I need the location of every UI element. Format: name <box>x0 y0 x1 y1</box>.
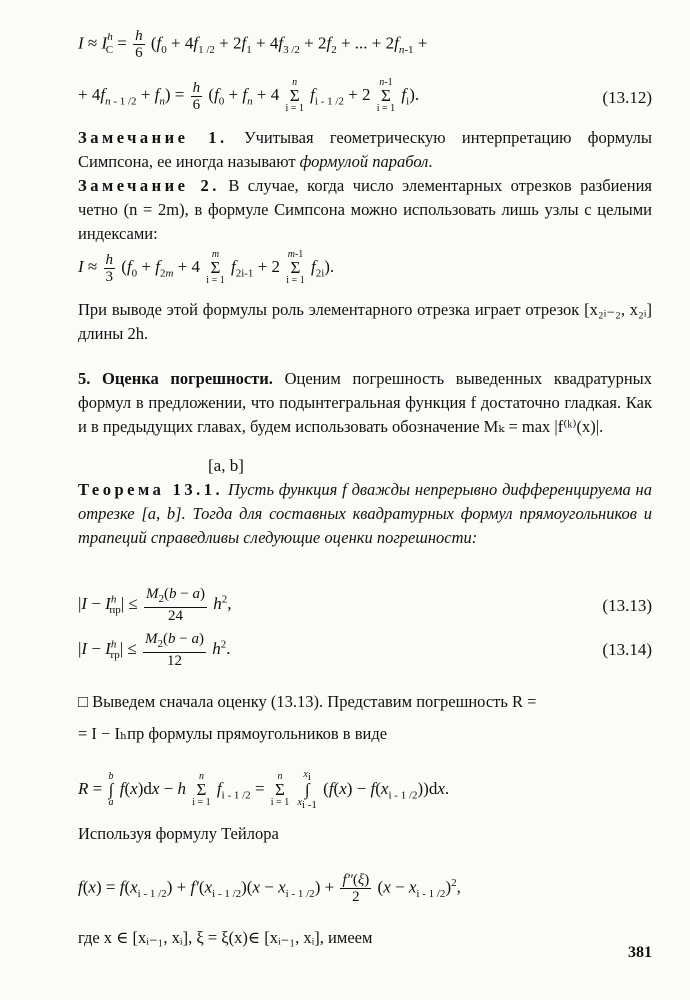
remark-1: Замечание 1. Учитывая геометрическую интерпретацию формулы Симпсона, ее иногда называют формулой парабол. <box>78 128 652 171</box>
theorem-13-1 <box>78 478 652 550</box>
equation-simpson-even: I ≈ $\frac{h}{3}$ ($f_0 + f_{2m} + 4$ m Σ i = 1 $f_{2i-1} + 2$ m-1 Σ i = 1 $f_{2i}$). <box>78 249 335 286</box>
remark-1-label: Замечание 1. <box>78 128 228 147</box>
equation-13-12-line-1: $I \approx I^h_C$ = $\frac{h}{6}$ ($f_0 + 4f_{1 /2} + 2f_1 + 4f_{3 /2} + 2f_2$ + ... + $2f_{n-1}$ + <box>78 28 428 61</box>
remark-1-body: Учитывая геометрическую интерпретацию формулы Симпсона, ее иногда называют <box>78 128 652 171</box>
section-5-title: 5. Оценка погрешности. <box>78 369 273 388</box>
equation-13-13: $|I - I^h_{пр}|$ ≤ $\frac{M_2(b - a)}{24}$ $h^2$, <box>78 586 232 624</box>
where-line: где x ∈ [xᵢ₋₁, xᵢ], ξ = ξ(x)∈ [xᵢ₋₁, xᵢ], имеем <box>78 928 373 947</box>
section-5-paragraph <box>78 367 652 439</box>
proof-line-2: = I − Iₕпр формулы прямоугольников в виде <box>78 724 388 743</box>
proof-line-1: □ Выведем сначала оценку (13.13). Представим погрешность R = <box>78 692 537 711</box>
remark-2-body: В случае, когда число элементарных отрезков разбиения четно (n = 2m), в формуле Симпсона можно использовать лишь узлы с целыми индексами: <box>78 176 652 243</box>
after-simpson-paragraph: При выводе этой формулы роль элементарного отрезка играет отрезок [x₂ᵢ₋₂, x₂ᵢ] длины 2h. <box>78 300 652 343</box>
equation-number-13-12: (13.12) <box>602 88 652 107</box>
page-number: 381 <box>628 944 652 961</box>
theorem-label: Теорема 13.1. <box>78 480 224 499</box>
equation-taylor: $f(x) = f(x_{i - 1 /2}) + f'(x_{i - 1 /2})(x - x_{i - 1 /2})$ + $\frac{f''(\xi)}{2}$ $(x - x_{i - 1 /2})^2$, <box>78 872 461 905</box>
equation-remainder-R: R = b ∫ a f(x)dx − h n Σ i = 1 $f_{i - 1 /2} = n$ Σ i = 1 $x_i$ ∫ $x_{i -1}$ $(f(x) - f(x_{i - 1 /2}))dx$. <box>78 769 450 811</box>
remark-2-label: Замечание 2. <box>78 176 220 195</box>
equation-number-13-13: (13.13) <box>602 596 652 615</box>
theorem-body: Пусть функция f дважды непрерывно дифференцируема на отрезке [a, b]. Тогда для составных квадратурных формул прямоугольников и трапеций справедливы следующие оценки погрешности: <box>78 480 652 547</box>
remark-1-term: формулой парабол <box>299 152 429 171</box>
max-interval-subscript: [a, b] <box>208 456 244 475</box>
section-5-body: Оценим погрешность выведенных квадратурных формул в предложении, что подынтегральная функция f достаточно гладкая. Как и в предыдущих главах, будем использовать обозначение Mₖ = max |f⁽ᵏ⁾(x)|. <box>78 369 652 436</box>
equation-13-12-line-2: + $4f_{n - 1 /2} + f_n$) = $\frac{h}{6}$ ($f_0 + f_n + 4$ n Σ i = 1 $f_{i - 1 /2} + 2$ n-1 Σ i = 1 $f_i$). <box>78 77 420 114</box>
remark-2 <box>78 174 652 246</box>
equation-13-14: $|I - I^h_{тр}|$ ≤ $\frac{M_2(b - a)}{12}$ $h^2$. <box>78 631 231 669</box>
equation-number-13-14: (13.14) <box>602 640 652 659</box>
taylor-intro: Используя формулу Тейлора <box>78 824 279 843</box>
